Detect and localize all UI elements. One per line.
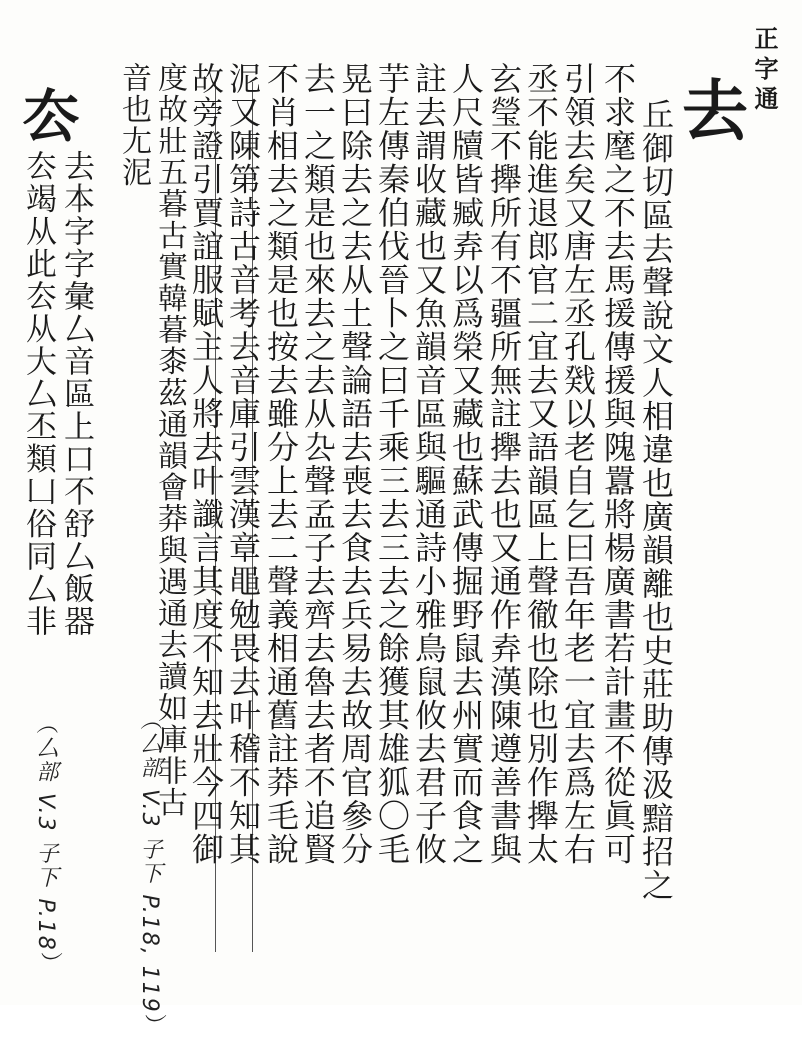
sub-entry-column: 去本字字彙厶音區上口不舒厶飯器 <box>58 150 94 638</box>
entry-column: 度故壯五暮古實韓暮桼茲通韻會莽與遇通去讀如庫非古 <box>152 62 187 818</box>
entry-column: 丘御切區去聲說文人相違也廣韻離也史莊助傳汲黯招之 <box>637 98 675 902</box>
headword-main: 去 <box>682 72 748 150</box>
entry-column: 丞不能進退郎官二宜去又語韻區上聲徹也除也別作攑太 <box>522 62 560 866</box>
running-title: 正字通 <box>750 26 779 116</box>
entry-column: 不求麾之不去馬援傳援與隗囂將楊廣書若計畫不從眞可 <box>599 62 637 866</box>
entry-column: 芋左傳秦伯伐晉卜之曰千乘三去三去之餘獲其雄狐〇毛 <box>373 62 411 866</box>
sub-entry-column: 厺竭从此厺从大厶丕類凵俗同厶非 <box>20 150 56 638</box>
entry-column: 泥又陳第詩古音考去音庫引雲漢章黽勉畏去叶稽不知其 <box>224 62 262 866</box>
entry-column: 註去謂收藏也又魚韻音區與驅通詩小雅鳥鼠攸去君子攸 <box>410 62 448 866</box>
handwritten-note: （厶部 V.3 子下 P.18, 119） <box>137 708 162 1038</box>
entry-column: 去一之類是也來去之去从厹聲孟子去齊去魯去者不追賢 <box>299 62 337 866</box>
entry-column: 故旁證引賈誼服賦主人將去叶讖言其度不知去壯今四御 <box>187 62 225 866</box>
handwritten-note: （厶部 V.3 子下 P.18） <box>33 712 58 976</box>
entry-column: 玄瑩不攑所有不疆所無註攑去也又通作弆漢陳遵善書與 <box>485 62 523 866</box>
entry-column: 晃曰除去之去从土聲論語去喪去食去兵易去故周官參分 <box>336 62 374 866</box>
entry-column: 不肖相去之類是也按去雖分上去二聲義相通舊註莽毛說 <box>262 62 300 866</box>
entry-column: 人尺牘皆臧弆以爲榮又藏也蘇武傳掘野鼠去州實而食之 <box>447 62 485 866</box>
entry-column: 引領去矣又唐左丞孔戣以老自乞曰吾年老一宜去爲左右 <box>559 62 597 866</box>
headword-sub: 厺 <box>22 83 81 151</box>
entry-column: 音也尢泥 <box>116 62 151 188</box>
